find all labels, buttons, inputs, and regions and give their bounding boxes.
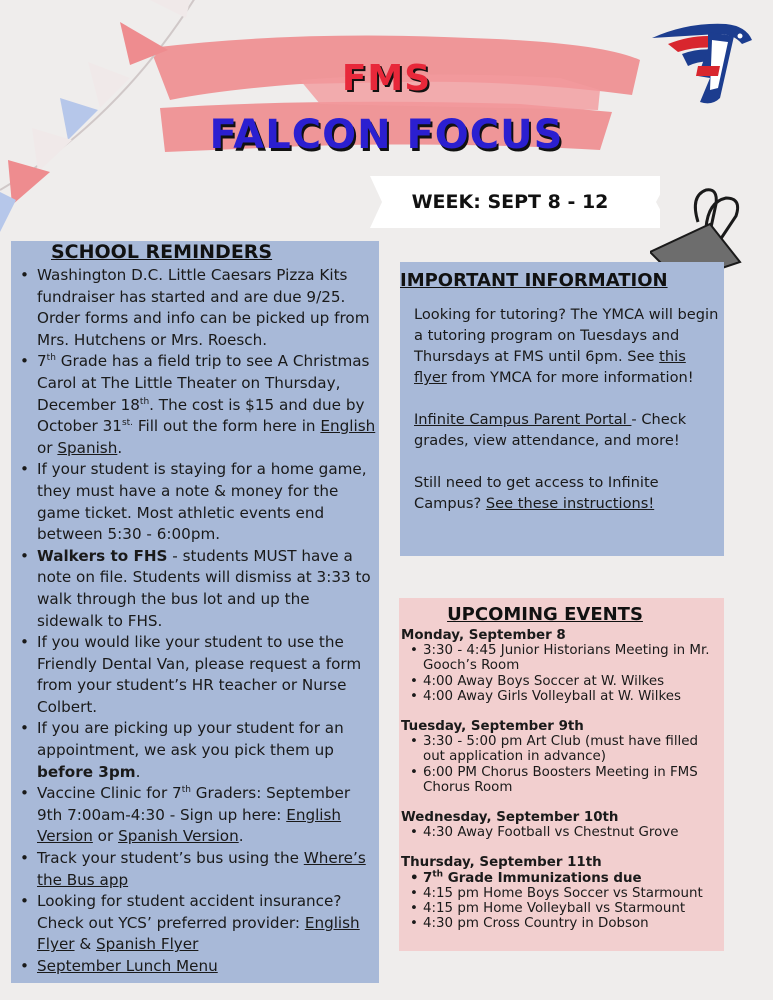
event-item: • 4:30 pm Cross Country in Dobson (423, 916, 723, 931)
field-trip-spanish-link[interactable]: Spanish (57, 438, 118, 457)
vaccine-spanish-link[interactable]: Spanish Version (118, 827, 239, 846)
parent-portal-link[interactable]: Infinite Campus Parent Portal (414, 411, 632, 428)
insurance-english-link[interactable]: English Flyer (37, 913, 360, 954)
lunch-menu-link[interactable]: September Lunch Menu (37, 957, 218, 975)
event-day-label: Wednesday, September 10th (401, 810, 619, 826)
list-item: • Vaccine Clinic for 7th Graders: September 9th 7:00am-4:30 - Sign up here: English Version or Spanish Version. (37, 783, 377, 848)
upcoming-events-title: UPCOMING EVENTS (447, 604, 643, 625)
list-item: • Track your student’s bus using the Where’s the Bus app (37, 848, 377, 891)
title-falcon-focus: FALCON FOCUS (209, 112, 564, 158)
event-day-label: Monday, September 8 (401, 628, 566, 643)
school-reminders-title: SCHOOL REMINDERS (51, 241, 273, 263)
list-item: • If you are picking up your student for an appointment, we ask you pick them up before 3pm. (37, 718, 377, 783)
event-item: • 4:15 pm Home Boys Soccer vs Starmount (423, 886, 723, 901)
falcon-logo-icon (648, 18, 756, 110)
school-reminders-panel (11, 241, 379, 983)
event-item: • 6:00 PM Chorus Boosters Meeting in FMS Chorus Room (423, 765, 723, 795)
field-trip-english-link[interactable]: English (320, 417, 376, 436)
week-label: WEEK: SEPT 8 - 12 (411, 191, 609, 213)
important-info-panel (400, 262, 724, 556)
list-item: • If your student is staying for a home game, they must have a note & money for the game ticket. Most athletic events end between 5:30 - 6:00pm. (37, 459, 377, 545)
bunting-flag (8, 160, 50, 205)
list-item: • Walkers to FHS - students MUST have a note on file. Students will dismiss at 3:33 to walk through the bus lot and up the sidewalk to FHS. (37, 546, 377, 632)
bunting-flag (150, 0, 190, 18)
event-item: • 7th Grade Immunizations due (423, 871, 723, 886)
list-item: • Washington D.C. Little Caesars Pizza Kits fundraiser has started and are due 9/25. Order forms and info can be picked up from Mrs. Hutchens or Mrs. Roesch. (37, 265, 377, 351)
event-item: • 4:30 Away Football vs Chestnut Grove (423, 825, 723, 840)
event-item: • 3:30 - 5:00 pm Art Club (must have filled out application in advance) (423, 734, 723, 764)
list-item: • If you would like your student to use the Friendly Dental Van, please request a form from your student’s HR teacher or Nurse Colbert. (37, 632, 377, 718)
title-fms: FMS (341, 58, 432, 99)
instructions-link[interactable]: See these instructions! (485, 495, 655, 512)
event-item: • 4:00 Away Girls Volleyball at W. Wilkes (423, 689, 723, 704)
event-item: • 4:00 Away Boys Soccer at W. Wilkes (423, 674, 723, 689)
access-paragraph: Still need to get access to Infinite Campus? See these instructions! (414, 474, 659, 512)
event-day-label: Thursday, September 11th (401, 855, 602, 871)
list-item (37, 956, 377, 978)
portal-paragraph: Infinite Campus Parent Portal - Check grades, view attendance, and more! (414, 411, 687, 449)
wheres-the-bus-link[interactable]: Where’s the Bus app (37, 849, 366, 889)
event-item: • 3:30 - 4:45 Junior Historians Meeting in Mr. Gooch’s Room (423, 643, 723, 673)
event-day-label: Tuesday, September 9th (401, 719, 584, 735)
important-info-title: IMPORTANT INFORMATION (400, 270, 668, 291)
list-item: • 7th Grade has a field trip to see A Christmas Carol at The Little Theater on Thursday, December 18th. The cost is $15 and due by October $31^{st.}$ Fill out the form here in English or Spanish. (37, 351, 377, 459)
list-item: • Looking for student accident insurance? Check out YCS’ preferred provider: English Flyer & Spanish Flyer (37, 891, 377, 956)
tutoring-paragraph: Looking for tutoring? The YMCA will begin a tutoring program on Tuesdays and Thursdays at FMS until 6pm. See this flyer from YMCA for more information! (414, 306, 719, 386)
event-item: • 4:15 pm Home Volleyball vs Starmount (423, 901, 723, 916)
insurance-spanish-link[interactable]: Spanish Flyer (96, 935, 199, 954)
ymca-flyer-link[interactable]: this flyer (414, 348, 686, 386)
upcoming-events-panel (399, 598, 724, 951)
vaccine-english-link[interactable]: English Version (37, 805, 342, 846)
reminders-list (11, 265, 377, 978)
